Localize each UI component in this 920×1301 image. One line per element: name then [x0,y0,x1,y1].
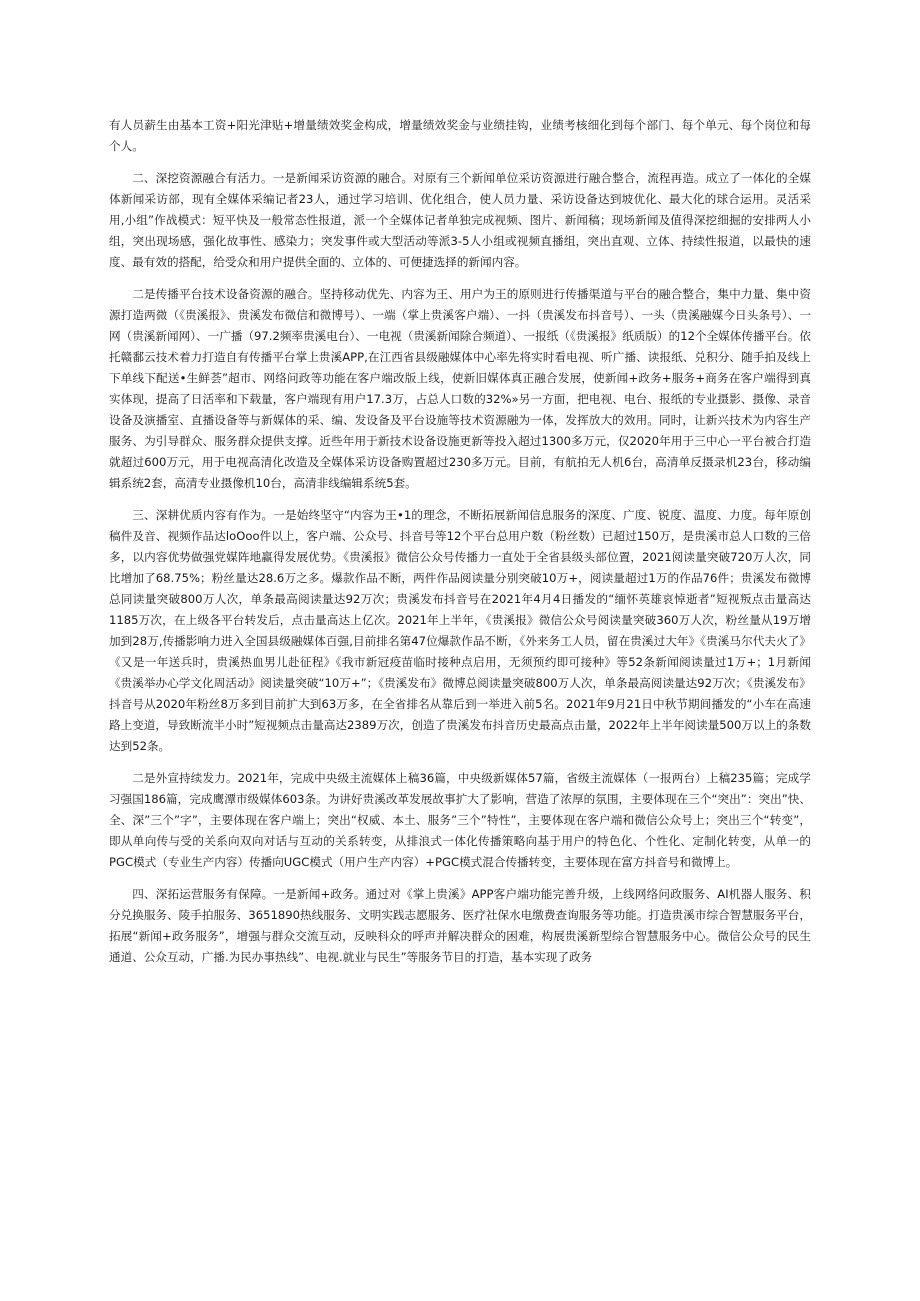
paragraph-platform-fusion: 二是传播平台技术设备资源的融合。坚持移动优先、内容为王、用户为王的原则进行传播渠道与平台的融合整合，集中力量、集中资源打造两微（《贵溪报》、贵溪发布微信和微博号）、一端（掌上贵溪客户端）、一抖（贵溪发布抖音号）、一头（贵溪融媒今日头条号）、一网（贵溪新闻网）、一广播（97.2频率贵溪电台）、一电视（贵溪新闻除合频道）、一报纸（《贵溪报》纸质版）的12个全媒体传播平台。依托赣鄱云技术着力打造自有传播平台掌上贵溪APP,在江西省县级融媒体中心率先将实时看电视、听广播、读报纸、兑积分、随手拍及线上下单线下配送•生鲜荟”超市、网络问政等功能在客户端改版上线，使新旧媒体真正融合发展，使新闻+政务+服务+商务在客户端得到真实体现，提高了日活率和下载量，客户端现有用户17.3万，占总人口数的32%»另一方面，把电视、电台、报纸的专业摄影、摄像、录音设备及演播室、直播设备等与新媒体的采、编、发设备及平台设施等技术资源融为一体，发挥放大的效用。同时，让新兴技术为内容生产服务、为引导群众、服务群众提供支撑。近些年用于新技术设备设施更新等投入超过1300多万元，仅2020年用于三中心一平台被合打造就超过600万元，用于电视高清化改造及全媒体采访设备购置超过230多万元。目前，有航拍无人机6台，高清单反摄录机23台，移动编辑系统2套，高清专业摄像机10台，高清非线编辑系统5套。 [109,287,811,490]
paragraph-operation-services: 四、深拓运营服务有保障。一是新闻+政务。通过对《掌上贵溪》APP客户端功能完善升级，上线网络问政服务、AI机器人服务、积分兑换服务、陵手拍服务、3651890热线服务、文明实践志愿服务、医疗社保水电缴费查询服务等功能。打造贵溪市综合智慧服务平台，拓展“新闻+政务服务”，增强与群众交流互动，反映科众的呼声并解决群众的困难，构展贵溪新型综合智慧服务中心。微信公众号的民生通道、公众互动，广播.为民办事热线”、电视.就业与民生”等服务节目的打造，基本实现了政务 [109,887,811,964]
document-body [109,115,811,979]
paragraph-resource-fusion: 二、深挖资源融合有活力。一是新闻采访资源的融合。对原有三个新闻单位采访资源进行融合整合，流程再造。成立了一体化的全媒体新闻采访部，现有全媒体采编记者23人，通过学习培训、优化组合，使人员力量、采访设备达到坡优化、最大化的球合运用。灵活采用,小组”作战模式：短平快及一般常态性报道，派一个全媒体记者单独完成视频、图片、新闻稿；现场新闻及值得深挖细掘的安排两人小组，突出现场感，强化故事性、感染力；突发事件或大型活动等派3-5人小组或视频直播组，突出直观、立体、持续性报道，以最快的速度、最有效的搭配，给受众和用户提供全面的、立体的、可便捷选择的新闻内容。 [109,171,811,269]
paragraph-external-publicity: 二是外宣持续发力。2021年，完成中央级主流媒体上稿36篇，中央级新媒体57篇，省级主流媒体（一报两台）上稿235篇；完成学习强国186篇，完成鹰潭市级媒体603条。为讲好贵溪改革发展故事扩大了影响，营造了浓厚的氛围，主要体现在三个“突出”：突出”快、全、深”三个”字”，主要体现在客户端上；突出“权威、本土、服务”三个”特性”，主要体现在客户端和微信公众号上；突出三个“转变”，即从单向传与受的关系向双向对话与互动的关系转变，从排浪式一体化传播策略向基于用户的特色化、个性化、定制化转变，从单一的PGC模式（专业生产内容）传播向UGC模式（用户生产内容）+PGC模式混合传播转变，主要体现在富方抖音号和微博上。 [109,771,811,869]
paragraph-salary: 有人员薪生由基本工资+阳光津贴+增量绩效奖金构成，增量绩效奖金与业绩挂钩，业绩考核细化到每个部门、每个单元、每个岗位和每个人。 [109,118,811,153]
paragraph-quality-content: 三、深耕优质内容有作为。一是始终坚守“内容为王•1的理念，不断拓展新闻信息服务的深度、广度、锐度、温度、力度。每年原创稿件及音、视频作品达loOoo件以上，客户端、公众号、抖音号等12个平台总用户数（粉丝数）已超过150万，是贵溪市总人口数的三倍多，以内容优势做强党媒阵地赢得发展优势。《贵溪报》微信公众号传播力一直处于全省县级头部位置，2021阅读量突破720万人次，同比增加了68.75%；粉丝量达28.6万之多。爆款作品不断，两件作品阅读量分别突破10万+，阅读量超过1万的作品76件；贵溪发布微博总同读量突破800万人次，单条最高阅读量达92万次；贵溪发布抖音号在2021年4月4日播发的“缅怀英雄哀悼逝者”短视叛点击量高达1185万次，在上级各平台转发后，点击量高达上亿次。2021年上半年，《贵溪报》微信公众号阅读量突破360万人次，粉丝量从19万增加到28万,传播影响力进入全国县级融媒体百强,目前排名第47位爆款作品不断，《外来务工人员，留在贵溪过大年》《贵溪马尔代夫火了》《又是一年送兵时，贵溪热血男儿赴征程》《我市新冠疫苗临时接种点启用，无须预约即可接种》等52条新闻阅读量过1万+；1月新闻《贵溪举办心学文化周活动》阅读量突破“10万+”；《贵溪发布》微博总阅读量突破800万人次，单条最高阅读量达92万次；《贵溪发布》抖音号从2020年粉丝8万多到目前扩大到63万多，在全省排名从靠后到一举进入前5名。2021年9月21日中秋节期间播发的“小车在高速路上变道，导致断流半小时”短视频点击量高达2389万次，创造了贵溪发布抖音历史最高点击量，2022年上半年阅读量500万以上的条数达到52条。 [109,508,811,753]
